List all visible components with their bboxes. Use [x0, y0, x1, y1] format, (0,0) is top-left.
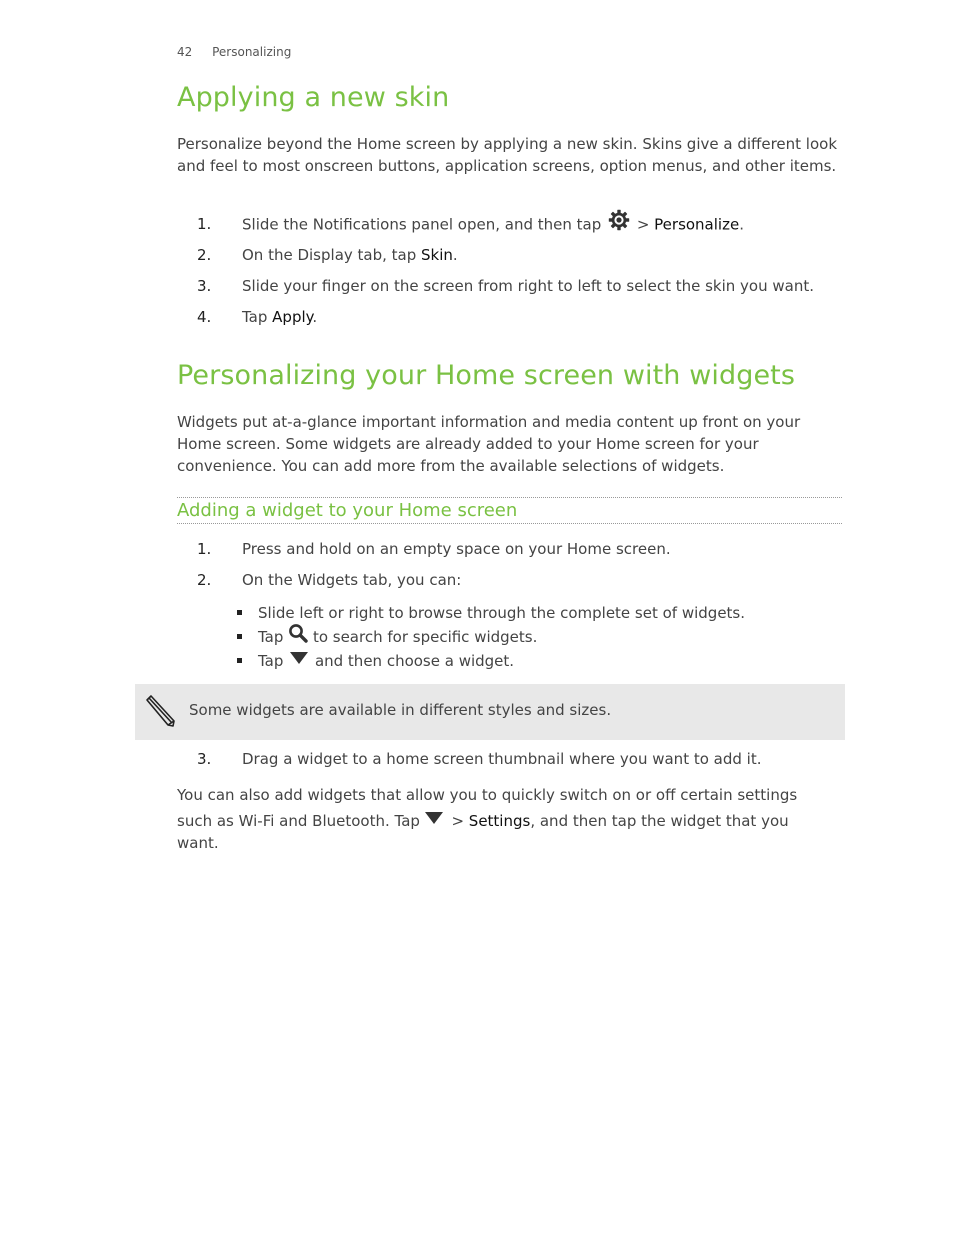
step-number: 3.: [197, 750, 212, 768]
step-text: On the Widgets tab, you can:: [242, 571, 462, 589]
section-intro-skin: Personalize beyond the Home screen by applying a new skin. Skins give a different look and feel to most onscreen buttons, application screens, option menus, and other items.: [177, 135, 838, 175]
dropdown-triangle-icon: [425, 809, 443, 831]
page-number: 42: [177, 45, 193, 59]
page-header: [177, 45, 291, 59]
step-text: On the Display tab, tap: [242, 246, 422, 264]
note-box: [135, 684, 845, 740]
divider-bottom: [177, 523, 842, 524]
step-number: 2.: [197, 571, 212, 589]
apply-label: Apply: [272, 308, 313, 326]
skin-step-1: 1. Slide the Notifications panel open, and then tap > Personalize.: [197, 213, 837, 235]
bullet-item: Tap and then choose a widget.: [237, 650, 837, 672]
header-section-name: Personalizing: [212, 45, 292, 59]
step-number: 4.: [197, 308, 212, 326]
note-text: Some widgets are available in different styles and sizes.: [189, 701, 612, 719]
divider-top: [177, 497, 842, 498]
personalize-label: Personalize: [654, 215, 740, 234]
pencil-note-icon: [143, 694, 177, 732]
skin-step-4: 4. Tap Apply.: [197, 308, 318, 326]
section-intro-widgets: Widgets put at-a-glance important information and media content up front on your Home screen. Some widgets are already added to your Home screen for your convenience. You can add more from the available selections of widgets.: [177, 413, 801, 475]
settings-label: Settings: [468, 812, 531, 830]
section-title-applying-skin: Applying a new skin: [177, 82, 450, 113]
subsection-title: Adding a widget to your Home screen: [177, 500, 518, 521]
dropdown-triangle-icon: [290, 649, 308, 671]
closing-paragraph: You can also add widgets that allow you to quickly switch on or off certain settings such as Wi-Fi and Bluetooth. Tap > Settings, and then tap the widget that you want.: [177, 786, 798, 852]
skin-label: Skin: [421, 246, 453, 264]
section-title-widgets: Personalizing your Home screen with widgets: [177, 360, 796, 391]
widget-step-1: [197, 538, 837, 560]
step-text: Press and hold on an empty space on your Home screen.: [242, 540, 671, 558]
step-number: 2.: [197, 246, 212, 264]
step-text: Slide your finger on the screen from right to left to select the skin you want.: [242, 277, 814, 295]
skin-step-3: [197, 275, 837, 297]
step-text: Drag a widget to a home screen thumbnail where you want to add it.: [242, 750, 762, 768]
settings-gear-icon: [608, 209, 630, 237]
search-icon: [288, 623, 308, 649]
bullet-marker: [237, 610, 242, 615]
widget-step-3: [197, 748, 837, 770]
bullet-marker: [237, 634, 242, 639]
step-number: 1.: [197, 215, 212, 233]
step-text: Tap: [242, 308, 273, 326]
bullet-marker: [237, 658, 242, 663]
step-number: 3.: [197, 277, 212, 295]
widget-step-2: [197, 569, 837, 591]
bullet-item: Slide left or right to browse through the complete set of widgets.: [237, 602, 837, 624]
step-number: 1.: [197, 540, 212, 558]
skin-step-2: 2. On the Display tab, tap Skin.: [197, 246, 458, 264]
bullet-item: Tap to search for specific widgets.: [237, 626, 837, 648]
step-text: Slide the Notifications panel open, and then tap: [242, 215, 602, 234]
